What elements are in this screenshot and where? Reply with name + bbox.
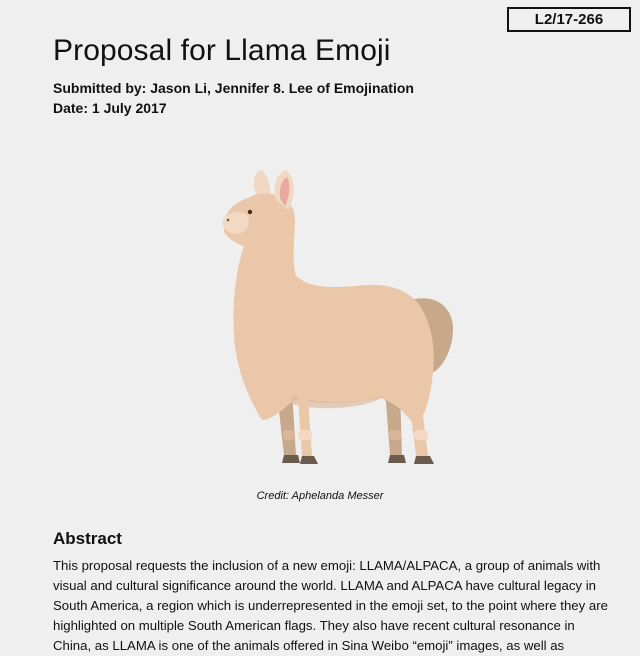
document-date: Date: 1 July 2017	[53, 100, 167, 116]
llama-illustration	[210, 165, 460, 470]
llama-hoof	[282, 455, 300, 463]
llama-leg-cuff	[414, 430, 428, 440]
document-id-box	[507, 7, 631, 32]
llama-body	[224, 193, 434, 422]
llama-leg-cuff	[389, 430, 401, 440]
llama-hoof	[388, 455, 406, 463]
llama-eye	[248, 210, 252, 214]
abstract-heading: Abstract	[53, 529, 122, 548]
llama-hoof	[414, 456, 434, 464]
figure-credit: Credit: Aphelanda Messer	[256, 490, 384, 502]
abstract-line: South America, a region which is underrepresented in the emoji set, to the point where they are	[53, 598, 608, 613]
abstract-line: highlighted on multiple South American flags. They also have recent cultural resonance in	[53, 618, 575, 633]
llama-leg-cuff	[298, 430, 312, 440]
llama-leg-cuff	[283, 430, 295, 440]
page-title: Proposal for Llama Emoji	[53, 34, 391, 67]
llama-nostril	[227, 219, 230, 222]
submitted-by: Submitted by: Jason Li, Jennifer 8. Lee of Emojination	[53, 80, 414, 96]
llama-hoof	[300, 456, 318, 464]
abstract-line: visual and cultural significance around the world. LLAMA and ALPACA have cultural legacy in	[53, 578, 596, 593]
abstract-line: China, as LLAMA is one of the animals offered in Sina Weibo “emoji” images, as well as	[53, 638, 565, 653]
document-id: L2/17-266	[534, 11, 604, 28]
abstract-body	[53, 556, 623, 656]
abstract-line: This proposal requests the inclusion of a new emoji: LLAMA/ALPACA, a group of animals with	[53, 558, 601, 573]
